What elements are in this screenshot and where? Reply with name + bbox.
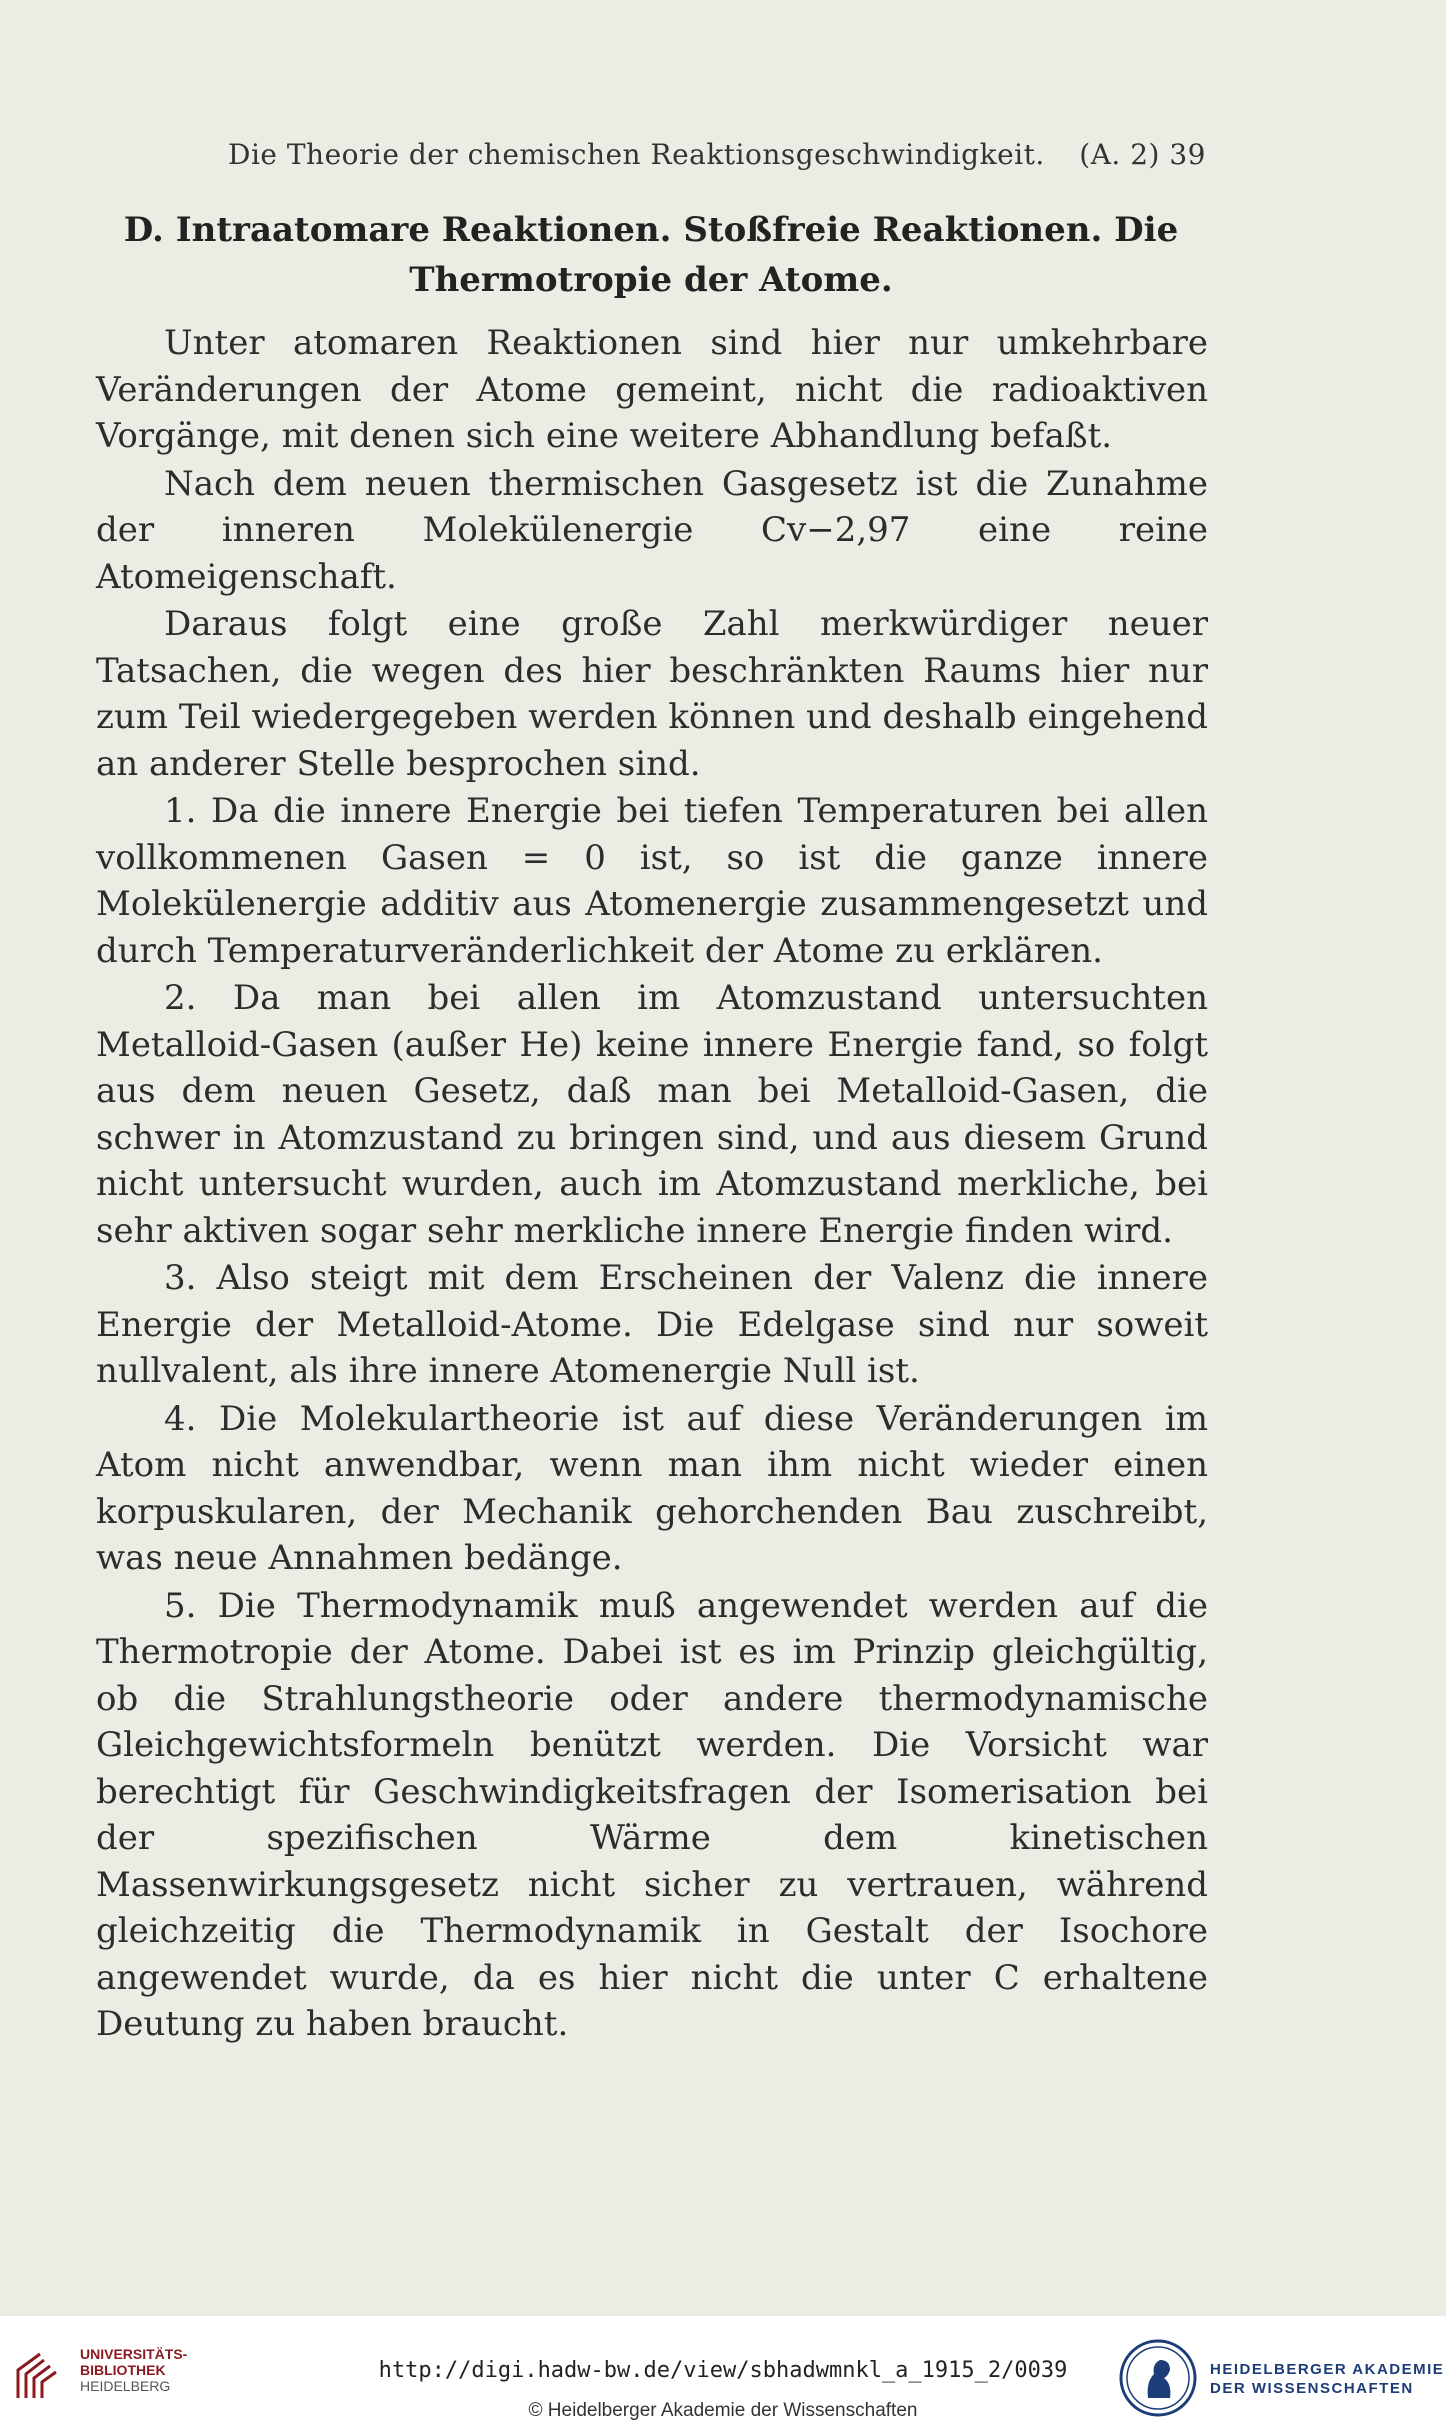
paragraph: 2. Da man bei allen im Atomzustand untersuchten Metalloid-Gasen (außer He) keine innere Energie fand, so folgt aus dem neuen Gesetz, daß man bei Metalloid-Gasen, die schwer in Atomzustand zu bringen sind, und aus diesem Grund nicht untersucht wurden, auch im Atomzustand merkliche, bei sehr aktiven sogar sehr merkliche innere Energie finden wird. xyxy=(96,978,1208,1251)
library-line-3: HEIDELBERG xyxy=(80,2378,171,2394)
academy-name xyxy=(1210,2360,1444,2398)
paragraph: 5. Die Thermodynamik muß angewendet werden auf die Thermotropie der Atome. Dabei ist es im Prinzip gleichgültig, ob die Strahlungstheorie oder andere thermodynamische Gleichgewichtsformeln benützt werden. Die Vorsicht war berechtigt für Geschwindigkeitsfragen der Isomerisation bei der spezifischen Wärme dem kinetischen Massenwirkungsgesetz nicht sicher zu vertrauen, während gleichzeitig die Thermodynamik in Gestalt der Isochore angewendet wurde, da es hier nicht die unter C erhaltene Deutung zu haben braucht. xyxy=(96,1585,1208,2044)
source-url-link[interactable]: http://digi.hadw-bw.de/view/sbhadwmnkl_a_1915_2/0039 xyxy=(378,2358,1068,2383)
paragraph: 1. Da die innere Energie bei tiefen Temperaturen bei allen vollkommenen Gasen = 0 ist, so ist die ganze innere Molekülenergie additiv aus Atomenergie zusammengesetzt und durch Temperaturveränderlichkeit der Atome zu erklären. xyxy=(96,791,1208,971)
copyright-notice: © Heidelberger Akademie der Wissenschaften xyxy=(528,2400,918,2421)
footer-bar xyxy=(0,2316,1446,2432)
running-head xyxy=(228,138,1206,171)
paragraph: 3. Also steigt mit dem Erscheinen der Valenz die innere Energie der Metalloid-Atome. Die Edelgase sind nur soweit nullvalent, als ihre innere Atomenergie Null ist. xyxy=(96,1258,1208,1391)
paragraph: Nach dem neuen thermischen Gasgesetz ist die Zunahme der inneren Molekülenergie Cv−2,97 eine reine Atomeigenschaft. xyxy=(96,463,1208,597)
section-heading: D. Intraatomare Reaktionen. Stoßfreie Reaktionen. Die Thermotropie der Atome. xyxy=(123,210,1179,300)
paragraph: 4. Die Molekulartheorie ist auf diese Veränderungen im Atom nicht anwendbar, wenn man ihm nicht wieder einen korpuskularen, der Mechanik gehorchenden Bau zuschreibt, was neue Annahmen bedänge. xyxy=(96,1398,1208,1578)
paragraph: Unter atomaren Reaktionen sind hier nur umkehrbare Veränderungen der Atome gemeint, nicht die radioaktiven Vorgänge, mit denen sich eine weitere Abhandlung befaßt. xyxy=(96,323,1208,456)
library-line-1: UNIVERSITÄTS- xyxy=(80,2346,188,2362)
running-head-page-ref: (A. 2) 39 xyxy=(1079,138,1206,171)
academy-line-2: DER WISSENSCHAFTEN xyxy=(1210,2380,1414,2397)
library-line-2: BIBLIOTHEK xyxy=(80,2362,166,2378)
paragraph: Daraus folgt eine große Zahl merkwürdiger neuer Tatsachen, die wegen des hier beschränkten Raums hier nur zum Teil wiedergegeben werden können und deshalb eingehend an anderer Stelle besprochen sind. xyxy=(96,604,1208,784)
running-head-title: Die Theorie der chemischen Reaktionsgeschwindigkeit. xyxy=(228,138,1045,171)
academy-seal-icon xyxy=(1118,2338,1198,2418)
academy-line-1: HEIDELBERGER AKADEMIE xyxy=(1210,2361,1445,2378)
body-text xyxy=(96,320,1208,2049)
